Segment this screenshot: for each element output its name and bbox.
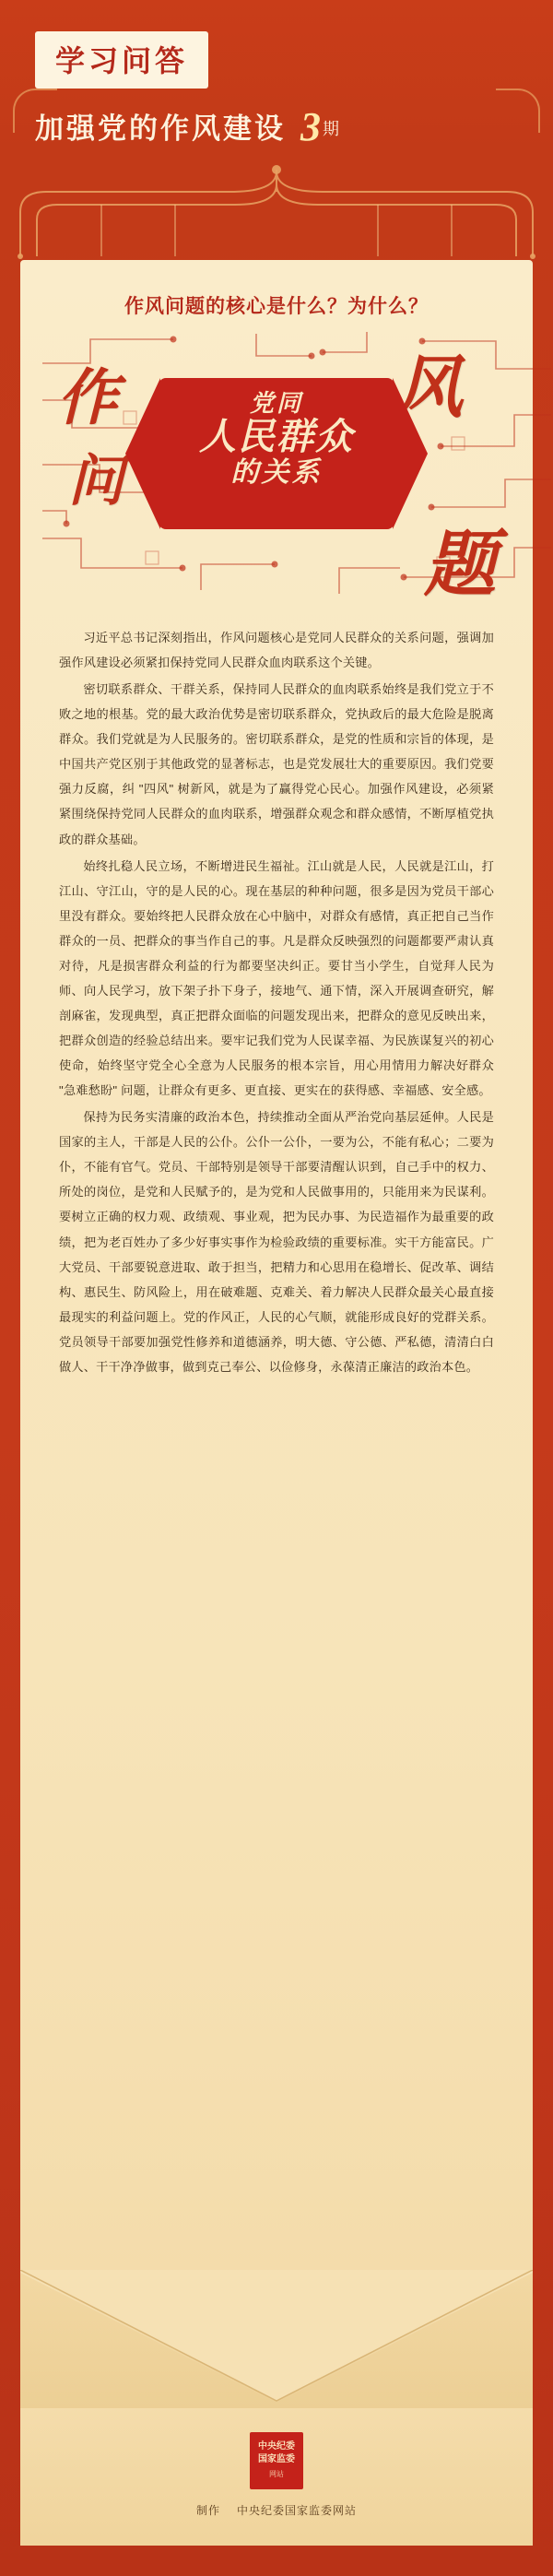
corner-arc-left-icon xyxy=(13,89,57,133)
corner-arc-right-icon xyxy=(496,89,540,133)
envelope-flap xyxy=(20,2270,533,2408)
seal-line-2: 人民群众 xyxy=(199,416,354,458)
credit-label: 制作 xyxy=(195,2504,220,2517)
subtitle-row xyxy=(35,104,553,150)
hero-char-zuo: 作 xyxy=(57,365,118,432)
title-badge: 学习问答 xyxy=(35,31,208,89)
issue-block xyxy=(300,104,339,150)
paragraph-2: 密切联系群众、干群关系，保持同人民群众的血肉联系始终是我们党立于不败之地的根基。党的最大政治优势是密切联系群众，党执政后的最大危险是脱离群众。我们党就是为人民服务的。密切联系群众，是党的性质和宗旨的体现，是中国共产党区别于其他政党的显著标志，也是党发展壮大的重要原因。我们党要强力反腐，纠 "四风" 树新风，就是为了赢得党心民心。加强作风建设，必须紧紧围绕保持党同人民群众的血肉联系，增强群众观念和群众感情，不断厚植党执政的群众基础。 xyxy=(59,682,494,846)
card-heading: 作风问题的核心是什么？为什么？ xyxy=(124,296,429,317)
roof-ornament-svg xyxy=(0,164,553,260)
roof-ornament xyxy=(0,164,553,260)
paragraph-1: 习近平总书记深刻指出，作风问题核心是党同人民群众的关系问题，强调加强作风建设必须紧扣保持党同人民群众血肉联系这个关键。 xyxy=(59,631,494,670)
hero-char-feng: 风 xyxy=(394,351,463,427)
hero-char-ti: 题 xyxy=(423,525,496,605)
credit-value: 中央纪委国家监委网站 xyxy=(237,2504,358,2517)
seal-line-1: 党同 xyxy=(249,390,303,417)
hero-char-wen: 问 xyxy=(68,451,124,512)
issue-unit: 期 xyxy=(323,120,339,139)
emblem-sub-label: 网站 xyxy=(269,2470,284,2478)
emblem-logo: 中央纪委 国家监委 网站 xyxy=(250,2432,303,2489)
content-card xyxy=(20,260,533,2270)
paragraph-4: 保持为民务实清廉的政治本色，持续推动全面从严治党向基层延伸。人民是国家的主人，干部是人民的公仆。公仆一公仆，一要为公，不能有私心；二要为仆，不能有官气。党员、干部特别是领导干部要清醒认识到，自己手中的权力、所处的岗位，是党和人民赋予的，是为党和人民做事用的，只能用来为民谋利。要树立正确的权力观、政绩观、事业观，把为民办事、为民造福作为最重要的政绩，把为老百姓办了多少好事实事作为检验政绩的重要标准。实干方能富民。广大党员、干部要锐意进取、敢于担当，把精力和心思用在稳增长、促改革、调结构、惠民生、防风险上，用在破难题、克难关、着力解决人民群众最关心最直接最现实的利益问题上。党的作风正，人民的心气顺，就能形成良好的党群关系。党员领导干部要加强党性修养和道德涵养，明大德、守公德、严私德，清清白白做人、干干净净做事，做到克己奉公、以俭修身，永葆清正廉洁的政治本色。 xyxy=(59,1110,494,1374)
credit-line xyxy=(20,2502,533,2518)
hero-graphic xyxy=(35,326,518,603)
seal-banner xyxy=(159,378,394,529)
paragraph-3: 始终扎稳人民立场，不断增进民生福祉。江山就是人民，人民就是江山，打江山、守江山，守的是人民的心。现在基层的种种问题，很多是因为党员干部心里没有群众。要始终把人民群众放在心中脑中，对群众有感情，真正把自己当作群众的一员、把群众的事当作自己的事。凡是群众反映强烈的问题都要严肃认真对待，凡是损害群众利益的行为都要坚决纠正。要甘当小学生，自觉拜人民为师、向人民学习，放下架子扑下身子，接地气、通下情，深入开展调查研究，解剖麻雀，发现典型，真正把群众面临的问题发现出来，把群众的意见反映出来，把群众创造的经验总结出来。要牢记我们党为人民谋幸福、为民族谋复兴的初心使命，始终坚守党全心全意为人民服务的根本宗旨，用心用情用力解决好群众 "急难愁盼" 问题，让群众有更多、更直接、更实在的获得感、幸福感、安全感。 xyxy=(59,858,494,1098)
poster-header xyxy=(0,0,553,157)
bottom-strip xyxy=(0,2546,553,2576)
seal-line-3: 的关系 xyxy=(230,457,323,489)
seal-text xyxy=(159,378,394,488)
article-body xyxy=(59,625,494,1379)
poster-subtitle: 加强党的作风建设 xyxy=(35,112,286,145)
issue-number: 3 xyxy=(300,104,321,150)
envelope-flap-svg xyxy=(20,2270,533,2408)
poster-footer xyxy=(20,2408,533,2546)
